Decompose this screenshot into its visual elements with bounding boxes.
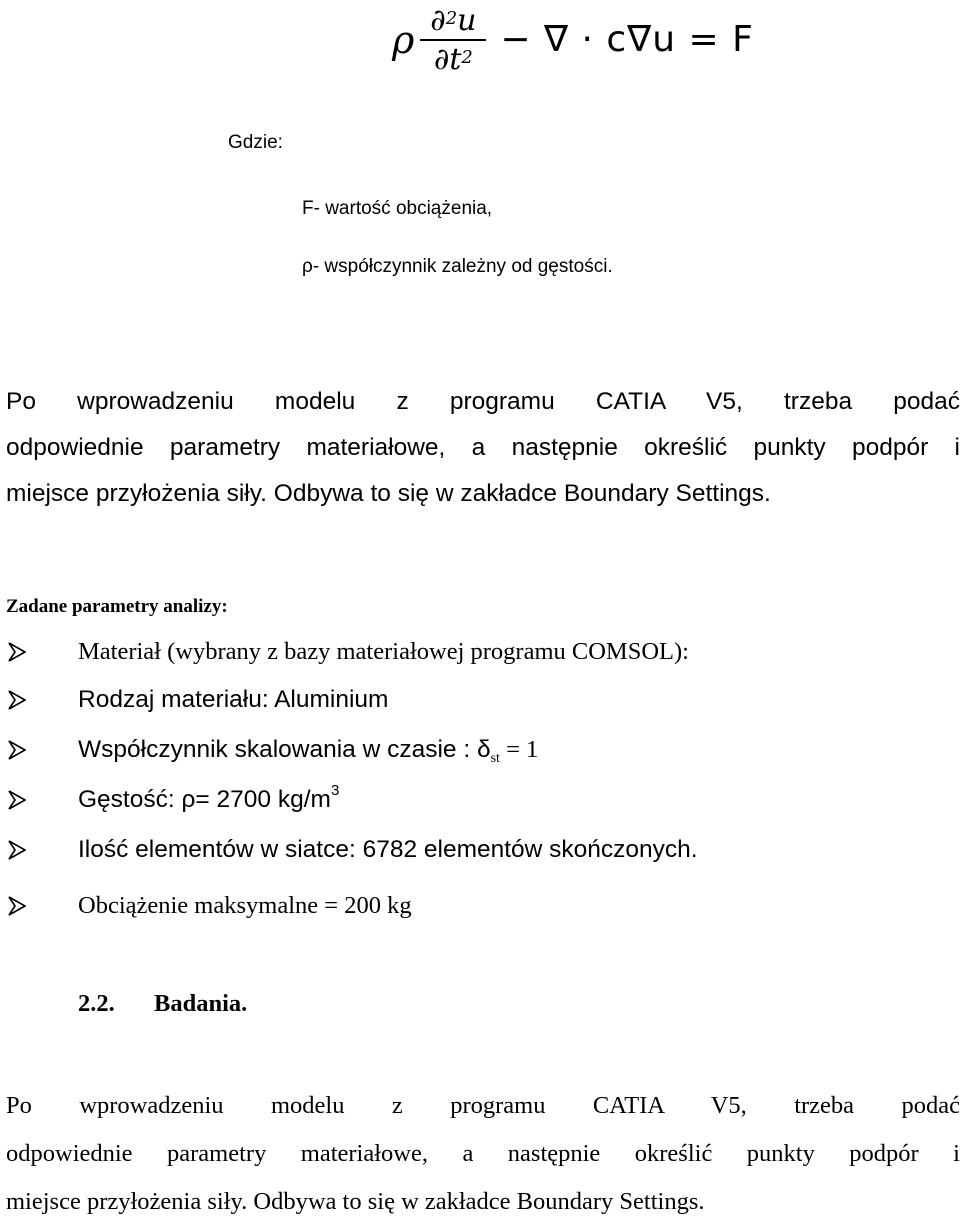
list-item-text: Ilość elementów w siatce: 6782 elementów skończonych.: [78, 836, 698, 863]
wave-equation: [392, 4, 754, 76]
paragraph-1-line-3: miejsce przyłożenia siły. Odbywa to się w zakładce Boundary Settings.: [6, 480, 771, 507]
section-title: Badania.: [154, 990, 248, 1017]
list-item-text: Gęstość: ρ= 2700 $kg/m^3$: [78, 782, 340, 813]
arrowhead-bullet-icon: [8, 830, 48, 870]
params-heading: Zadane parametry analizy:: [6, 596, 228, 617]
paragraph-2-line-1: Po wprowadzeniu modelu z programu CATIA V5, trzeba podać: [6, 1092, 960, 1119]
definition-f: F- wartość obciążenia,: [302, 198, 493, 219]
arrowhead-bullet-icon: [8, 730, 48, 770]
list-item-text: Współczynnik skalowania w czasie : $\delta_{st} = 1$: [78, 736, 539, 766]
equation-rho: ρ: [392, 18, 415, 62]
list-item: [8, 680, 388, 720]
list-item: [8, 730, 538, 770]
paragraph-2-line-3: miejsce przyłożenia siły. Odbywa to się w zakładce Boundary Settings.: [6, 1188, 705, 1215]
list-item: [8, 886, 412, 926]
list-item: [8, 632, 689, 672]
section-heading: [78, 990, 247, 1018]
arrowhead-bullet-icon: [8, 886, 48, 926]
arrowhead-bullet-icon: [8, 680, 48, 720]
paragraph-2-line-2: odpowiednie parametry materiałowe, a następnie określić punkty podpór i: [6, 1140, 960, 1167]
list-item-text: Materiał (wybrany z bazy materiałowej programu COMSOL):: [78, 638, 689, 665]
equation-fraction: [420, 5, 486, 75]
where-label: Gdzie:: [228, 132, 283, 153]
section-number: 2.2.: [78, 990, 115, 1017]
fraction-bar: [420, 39, 486, 41]
list-item-text: Obciążenie maksymalne = 200 kg: [78, 892, 412, 919]
list-item: [8, 830, 698, 870]
paragraph-1-line-2: odpowiednie parametry materiałowe, a następnie określić punkty podpór i: [6, 434, 960, 461]
equation-numerator: ∂$^2$u: [430, 3, 477, 38]
equation-denominator: $\partial t^2$: [433, 41, 473, 77]
arrowhead-bullet-icon: [8, 632, 48, 672]
list-item: [8, 780, 339, 820]
arrowhead-bullet-icon: [8, 780, 48, 820]
equation-rest: − ∇ · c∇u = F: [500, 19, 754, 60]
paragraph-1-line-1: Po wprowadzeniu modelu z programu CATIA V5, trzeba podać: [6, 388, 960, 415]
list-item-text: Rodzaj materiału: Aluminium: [78, 686, 389, 713]
definition-rho: ρ- współczynnik zależny od gęstości.: [302, 256, 613, 277]
